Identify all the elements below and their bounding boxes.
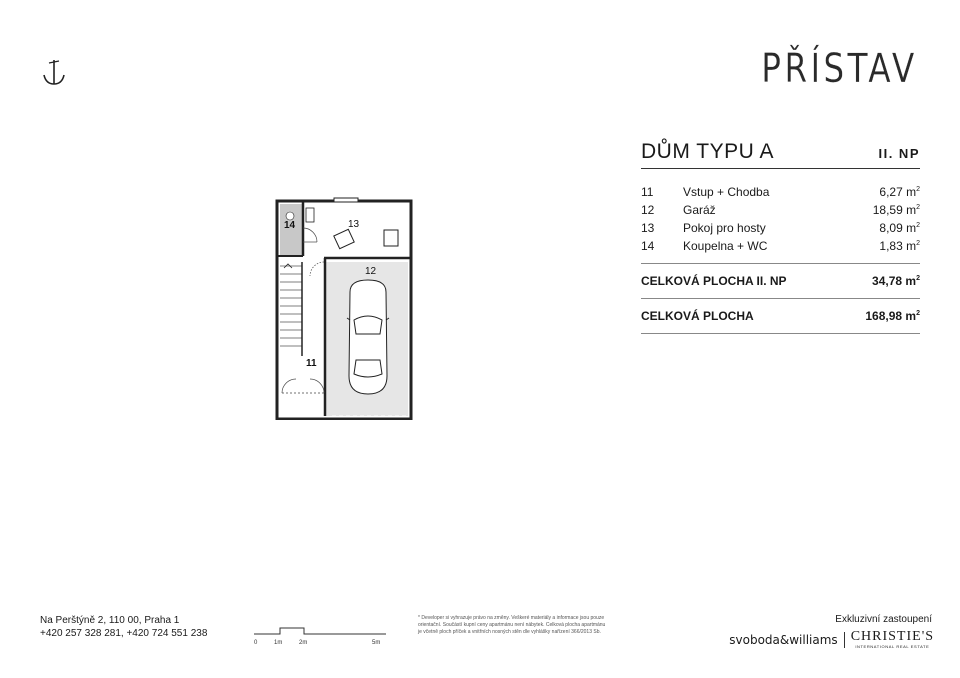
room-row [641, 219, 920, 237]
partner-logos [729, 630, 934, 649]
room-name: Garáž [683, 203, 716, 217]
partner-svoboda-williams: svoboda&williams [729, 632, 844, 648]
christies-subtitle: INTERNATIONAL REAL ESTATE [855, 644, 930, 649]
room-area: 1,83 $m^2$ [879, 239, 920, 253]
disclaimer-line: je včetně ploch příček a vnitřních nosných stěn dle vyhlášky nařízení 366/2013 Sb. [418, 629, 601, 635]
room-name: Vstup + Chodba [683, 185, 770, 199]
scale-tick: 5m [372, 640, 381, 646]
grand-total-row [641, 298, 920, 334]
room-number: 11 [641, 185, 654, 199]
staircase [280, 262, 302, 356]
washbasin [286, 212, 294, 220]
exclusive-label: Exkluzivní zastoupení [835, 614, 932, 625]
grand-total-label: CELKOVÁ PLOCHA [641, 309, 754, 323]
scale-tick: 0 [254, 640, 258, 646]
disclaimer [418, 615, 686, 636]
floor-plan [266, 188, 416, 420]
room-row [641, 183, 920, 201]
room-area: 8,09 $m^2$ [879, 221, 920, 235]
room-label-11: 11 [306, 358, 317, 369]
car-icon [347, 280, 389, 394]
small-cabinet [306, 208, 314, 222]
house-type-title: DŮM TYPU A [641, 140, 774, 163]
floor-label: II. NP [878, 146, 920, 161]
disclaimer-line: * Developer si vyhrazuje právo na změny. Veškeré materiály a informace jsou pouze [418, 615, 605, 621]
room-list [641, 183, 920, 255]
room-label-14: 14 [284, 220, 296, 231]
floor-total-label: CELKOVÁ PLOCHA II. NP [641, 274, 787, 288]
room-schedule [641, 140, 920, 334]
christies-wordmark: CHRISTIE'S [850, 629, 934, 644]
room-name: Pokoj pro hosty [683, 221, 766, 235]
phone-line: +420 257 328 281, +420 724 551 238 [40, 628, 208, 639]
room-number: 14 [641, 239, 655, 253]
disclaimer-line: orientační. Součástí kupní ceny apartmánu není nábytek. Celková plocha apartmánu [418, 622, 606, 628]
floor-total-row [641, 263, 920, 298]
room-label-13: 13 [348, 219, 360, 230]
scale-tick: 2m [299, 640, 308, 646]
room-area: 6,27 $m^2$ [879, 185, 920, 199]
room-row [641, 201, 920, 219]
room-number: 13 [641, 221, 655, 235]
floor-total-value: 34,78 $m^2$ [872, 274, 920, 288]
scale-bar [252, 614, 392, 648]
top-window [334, 198, 358, 202]
brand-title: PŘÍSTAV [761, 46, 918, 92]
room-row [641, 237, 920, 255]
schedule-header [641, 140, 920, 169]
grand-total-value: 168,98 $m^2$ [865, 309, 920, 323]
footer-address [40, 614, 207, 640]
side-table [384, 230, 398, 246]
room-area: 18,59 $m^2$ [872, 203, 920, 217]
room-name: Koupelna + WC [683, 239, 768, 253]
room-number: 12 [641, 203, 655, 217]
armchair [334, 229, 354, 248]
scale-tick: 1m [274, 640, 283, 646]
partner-christies [845, 630, 934, 649]
anchor-icon [40, 56, 68, 88]
room-label-12: 12 [365, 266, 377, 277]
address-line: Na Perštýně 2, 110 00, Praha 1 [40, 615, 180, 626]
